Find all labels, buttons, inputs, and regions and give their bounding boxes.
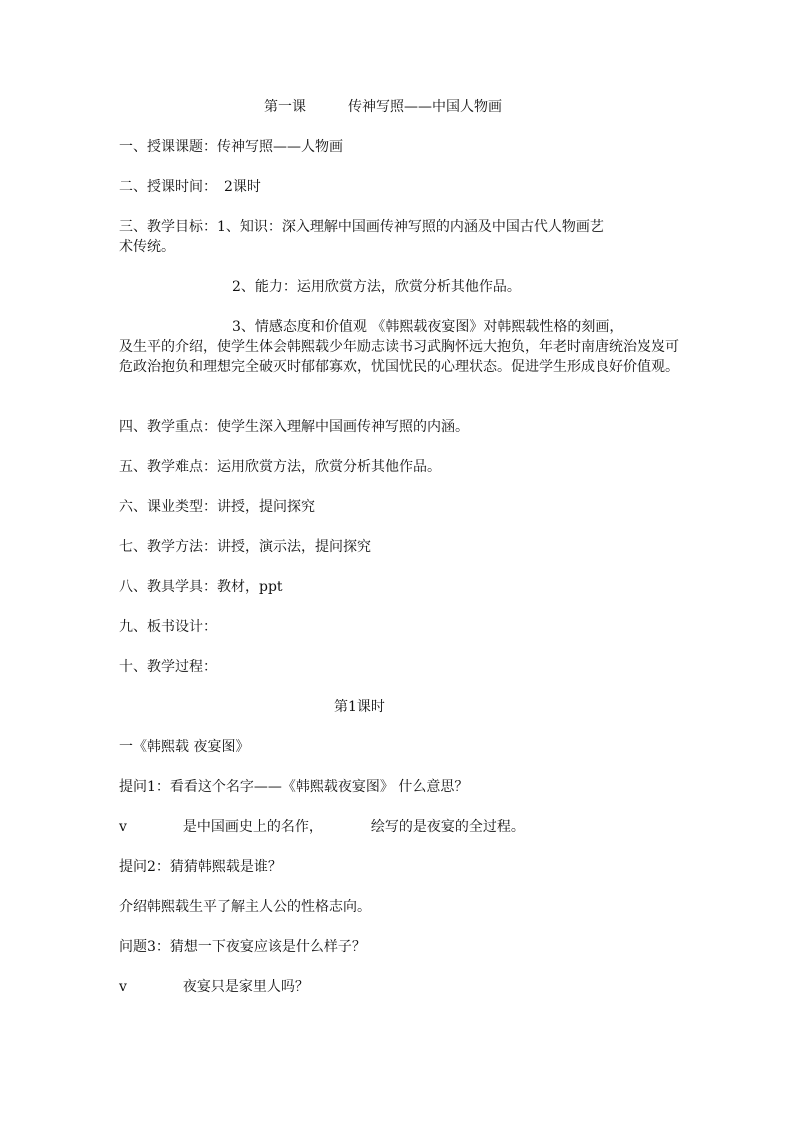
lesson-topic: 传神写照——中国人物画 xyxy=(348,99,502,115)
lesson-number: 第一课 xyxy=(264,99,306,115)
page-title xyxy=(264,97,502,117)
answer-1 xyxy=(119,817,525,837)
question-2: 提问2：猜猜韩熙载是谁？ xyxy=(119,859,282,875)
answer-2: 介绍韩熙载生平了解主人公的性格志向。 xyxy=(119,899,371,915)
item-methods: 七、教学方法：讲授，演示法，提问探究 xyxy=(119,539,371,555)
objective-attitude: 3、情感态度和价值观 《韩熙载夜宴图》对韩熙载性格的刻画， xyxy=(232,319,624,335)
question-1: 提问1：看看这个名字——《韩熙载夜宴图》 什么意思？ xyxy=(119,779,469,795)
bullet-mark: v xyxy=(119,979,127,995)
item-lesson-time: 二、授课时间： 2课时 xyxy=(119,179,261,195)
objective-attitude-cont: 及生平的介绍，使学生体会韩熙载少年励志读书习武胸怀远大抱负，年老时南唐统治岌岌可危政治抱负和理想完全破灭时郁郁寡欢，忧国忧民的心理状态。促进学生形成良好价值观。 xyxy=(119,339,679,375)
session-heading: 第1课时 xyxy=(334,699,385,715)
item-lesson-type: 六、课业类型：讲授，提问探究 xyxy=(119,499,315,515)
bullet-mark: v xyxy=(119,819,127,835)
answer-3 xyxy=(119,977,309,997)
answer-1-part-1: 是中国画史上的名作， xyxy=(182,819,323,835)
item-objectives: 三、教学目标：1、知识：深入理解中国画传神写照的内涵及中国古代人物画艺 xyxy=(119,219,604,235)
answer-1-part-2: 绘写的是夜宴的全过程。 xyxy=(370,819,525,835)
item-difficulties: 五、教学难点：运用欣赏方法，欣赏分析其他作品。 xyxy=(119,459,441,475)
item-teaching-aids: 八、教具学具：教材，ppt xyxy=(119,579,283,595)
item-objectives-cont: 术传统。 xyxy=(119,239,175,255)
section-heading: 一《韩熙载 夜宴图》 xyxy=(119,739,250,755)
item-lesson-topic: 一、授课课题：传神写照——人物画 xyxy=(119,139,343,155)
item-key-points: 四、教学重点：使学生深入理解中国画传神写照的内涵。 xyxy=(119,419,469,435)
item-teaching-process: 十、教学过程： xyxy=(119,659,217,675)
item-board-design: 九、板书设计： xyxy=(119,619,217,635)
objective-ability: 2、能力：运用欣赏方法，欣赏分析其他作品。 xyxy=(232,279,521,295)
answer-3-text: 夜宴只是家里人吗？ xyxy=(182,979,309,995)
question-3: 问题3：猜想一下夜宴应该是什么样子？ xyxy=(119,939,366,955)
